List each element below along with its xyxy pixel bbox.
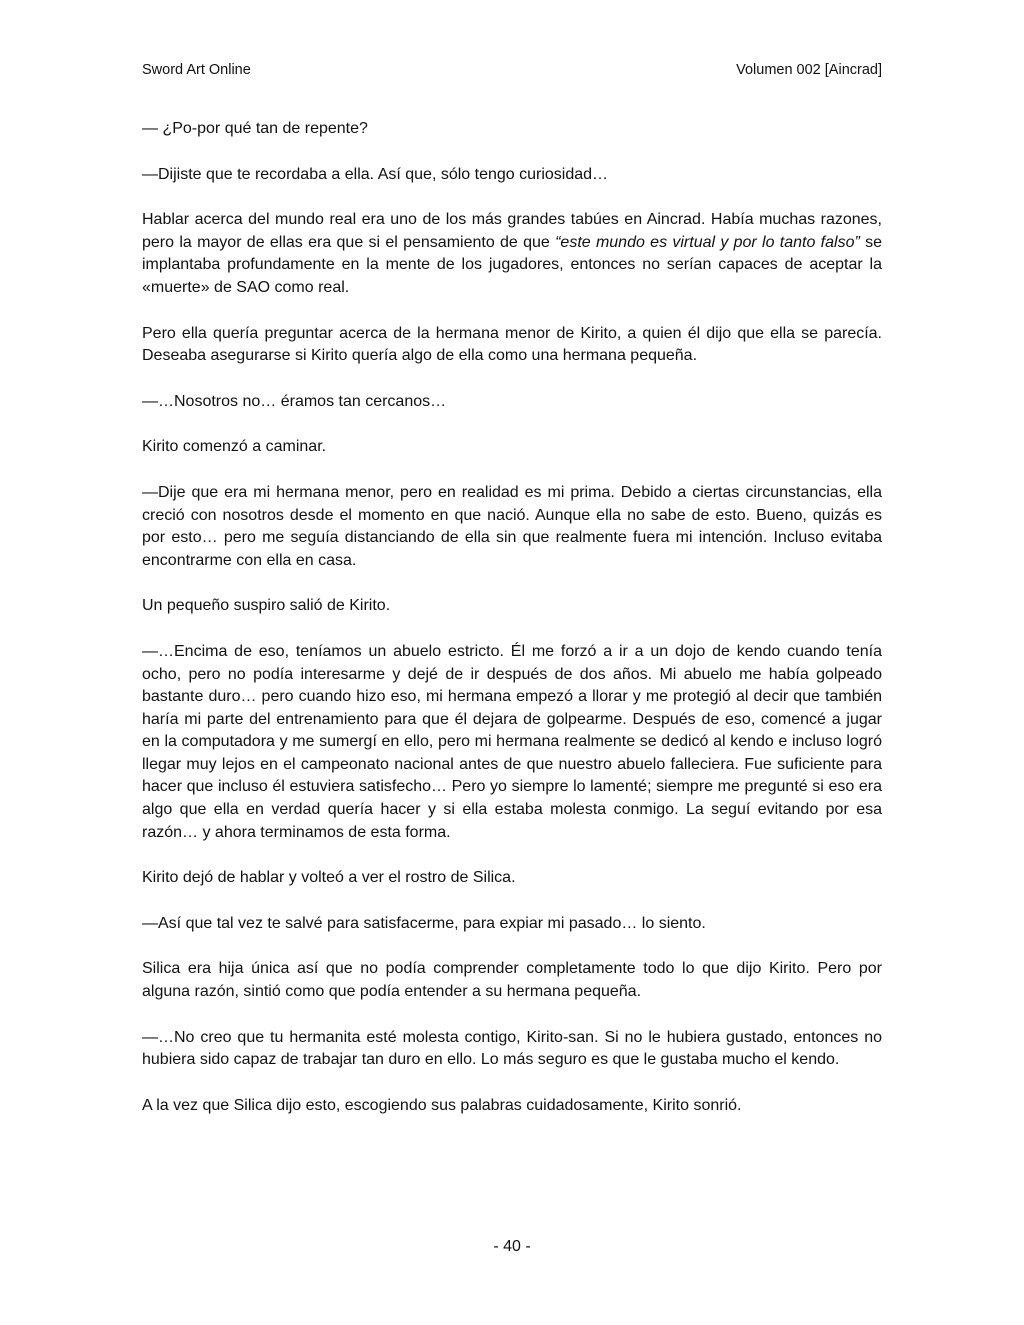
paragraph: A la vez que Silica dijo esto, escogiendo sus palabras cuidadosamente, Kirito sonrió. (142, 1096, 742, 1114)
page-header (142, 60, 882, 80)
paragraph: —Dije que era mi hermana menor, pero en realidad es mi prima. Debido a ciertas circunstancias, ella creció con nosotros desde el momento en que nació. Aunque ella no sabe de esto. Bueno, quizás es por esto… pero me seguía distanciando de ella sin que realmente fuera mi intención. Incluso evitaba encontrarme con ella en casa. (142, 483, 882, 569)
paragraph: —Dijiste que te recordaba a ella. Así que, sólo tengo curiosidad… (142, 165, 609, 183)
header-title: Sword Art Online (142, 62, 251, 78)
paragraph: Pero ella quería preguntar acerca de la hermana menor de Kirito, a quien él dijo que ella se parecía. Deseaba asegurarse si Kirito quería algo de ella como una hermana pequeña. (142, 324, 882, 365)
paragraph: —…Encima de eso, teníamos un abuelo estricto. Él me forzó a ir a un dojo de kendo cuando tenía ocho, pero no podía interesarme y dejé de ir después de dos años. Mi abuelo me había golpeado bastante duro… pero cuando hizo eso, mi hermana empezó a llorar y me protegió al decir que también haría mi parte del entrenamiento para que él dejara de golpearme. Después de eso, comencé a jugar en la computadora y me sumergí en ello, pero mi hermana realmente se dedicó al kendo e incluso logró llegar muy lejos en el campeonato nacional antes de que nuestro abuelo falleciera. Fue suficiente para hacer que incluso él estuviera satisfecho… Pero yo siempre lo lamenté; siempre me pregunté si eso era algo que ella en verdad quería hacer y si ella estaba molesta conmigo. La seguí evitando por esa razón… y ahora terminamos de esta forma. (142, 642, 882, 841)
header-volume: Volumen 002 [Aincrad] (736, 62, 882, 78)
paragraph: — ¿Po-por qué tan de repente? (142, 120, 368, 137)
paragraph: —…No creo que tu hermanita esté molesta contigo, Kirito-san. Si no le hubiera gustado, entonces no hubiera sido capaz de trabajar tan duro en ello. Lo más seguro es que le gustaba mucho el kendo. (142, 1028, 882, 1069)
paragraph: Kirito dejó de hablar y volteó a ver el rostro de Silica. (142, 869, 516, 887)
paragraph (142, 209, 882, 299)
paragraph-text: se implantaba profundamente en la mente de los jugadores, entonces no serían capaces de aceptar la «muerte» de SAO como real. (142, 233, 883, 296)
italic-quote: “este mundo es virtual y por lo tanto falso” (555, 233, 860, 251)
page-number: - 40 - (493, 1238, 531, 1255)
paragraph: Kirito comenzó a caminar. (142, 438, 327, 456)
paragraph: Un pequeño suspiro salió de Kirito. (142, 597, 391, 615)
paragraph: Silica era hija única así que no podía comprender completamente todo lo que dijo Kirito. Pero por alguna razón, sintió como que podía entender a su hermana pequeña. (142, 960, 882, 1001)
paragraph: —Así que tal vez te salvé para satisfacerme, para expiar mi pasado… lo siento. (142, 914, 706, 932)
paragraph: —…Nosotros no… éramos tan cercanos… (142, 392, 447, 410)
paragraph-text: Hablar acerca del mundo real era uno de los más grandes tabúes en Aincrad. Había muchas razones, pero la mayor de ellas era que si el pensamiento de que (142, 211, 882, 251)
page-footer (0, 1236, 1024, 1258)
page-body (142, 118, 882, 1140)
